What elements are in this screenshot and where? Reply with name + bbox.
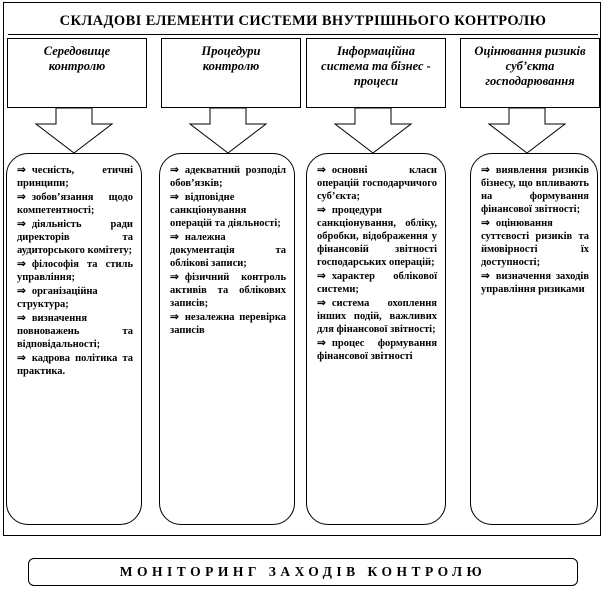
list-item-text: діяльність ради директорів та аудиторського комітету; [17, 219, 133, 256]
arrow-right-icon: ⇒ [481, 218, 490, 229]
arrow-right-icon: ⇒ [481, 271, 490, 282]
heading-control-environment: Середовище контролю [7, 38, 147, 108]
arrow-right-icon: ⇒ [17, 259, 26, 270]
heading-information-system: Інформаційна система та бізнес - процеси [306, 38, 446, 108]
list-item [17, 218, 133, 257]
arrow-right-icon: ⇒ [317, 205, 326, 216]
arrow-right-icon: ⇒ [17, 165, 26, 176]
arrow-right-icon: ⇒ [170, 232, 179, 243]
down-arrow-icon [333, 108, 413, 154]
list-item [17, 164, 133, 190]
list-item [170, 271, 286, 310]
list-item-text: адекватний розподіл обов’язків; [170, 165, 286, 189]
list-item-text: організаційна структура; [17, 286, 98, 310]
panel-information-system [306, 153, 446, 525]
list-item [17, 312, 133, 351]
list-item [170, 311, 286, 337]
list-item-text: кадрова політика та практика. [17, 353, 133, 377]
arrow-right-icon: ⇒ [17, 313, 26, 324]
arrow-right-icon: ⇒ [170, 272, 179, 283]
arrow-right-icon: ⇒ [170, 192, 179, 203]
list-item-text: виявлення ризиків бізнесу, що впливають на формування фінансової звітності; [481, 165, 589, 215]
heading-risk-assessment: Оцінювання ризиків суб’єкта господарювання [460, 38, 600, 108]
arrow-right-icon: ⇒ [17, 192, 26, 203]
list-item [170, 191, 286, 230]
arrow-right-icon: ⇒ [17, 286, 26, 297]
list-item-text: характер облікової системи; [317, 271, 437, 295]
list-item [481, 164, 589, 216]
list-item-text: система охоплення інших подій, важливих для фінансової звітності; [317, 298, 437, 335]
monitoring-banner: МОНІТОРИНГ ЗАХОДІВ КОНТРОЛЮ [28, 558, 578, 586]
down-arrow-icon [188, 108, 268, 154]
list-item [317, 164, 437, 203]
panel-risk-assessment [470, 153, 598, 525]
list-item-text: процес формування фінансової звітності [317, 338, 437, 362]
list-item-text: фізичний контроль активів та облікових записів; [170, 272, 286, 309]
arrow-right-icon: ⇒ [317, 271, 326, 282]
arrow-right-icon: ⇒ [317, 165, 326, 176]
list-item [317, 270, 437, 296]
list-item [317, 297, 437, 336]
list-item-text: визначення повноважень та відповідальності; [17, 313, 133, 350]
arrow-right-icon: ⇒ [317, 298, 326, 309]
down-arrow-icon [34, 108, 114, 154]
list-item [17, 258, 133, 284]
list-item-text: основні класи операцій господарчичого суб’єкта; [317, 165, 437, 202]
list-item-text: процедури санкціонування, обліку, обробки, відображення у фінансовій звітності господарських операцій; [317, 205, 437, 268]
list-item [317, 337, 437, 363]
heading-control-procedures: Процедури контролю [161, 38, 301, 108]
arrow-right-icon: ⇒ [170, 312, 179, 323]
list-item [170, 164, 286, 190]
list-item [17, 191, 133, 217]
list-item [481, 270, 589, 296]
list-item-text: зобов’язання щодо компетентності; [17, 192, 133, 216]
list-item-text: оцінювання суттєвості ризиків та ймовірності їх доступності; [481, 218, 589, 268]
list-item-text: відповідне санкціонування операцій та діяльності; [170, 192, 281, 229]
down-arrow-icon [487, 108, 567, 154]
diagram-title: СКЛАДОВІ ЕЛЕМЕНТИ СИСТЕМИ ВНУТРІШНЬОГО КОНТРОЛЮ [8, 8, 598, 35]
arrow-right-icon: ⇒ [17, 219, 26, 230]
arrow-right-icon: ⇒ [170, 165, 179, 176]
list-item [17, 285, 133, 311]
list-item-text: філософія та стиль управління; [17, 259, 133, 283]
list-item [481, 217, 589, 269]
arrow-right-icon: ⇒ [17, 353, 26, 364]
arrow-right-icon: ⇒ [317, 338, 326, 349]
list-item-text: незалежна перевірка записів [170, 312, 286, 336]
list-item-text: чесність, етичні принципи; [17, 165, 133, 189]
list-item [170, 231, 286, 270]
list-item-text: визначення заходів управління ризиками [481, 271, 589, 295]
panel-control-procedures [159, 153, 295, 525]
list-item [17, 352, 133, 378]
arrow-right-icon: ⇒ [481, 165, 490, 176]
list-item [317, 204, 437, 269]
list-item-text: належна документація та облікові записи; [170, 232, 286, 269]
panel-control-environment [6, 153, 142, 525]
